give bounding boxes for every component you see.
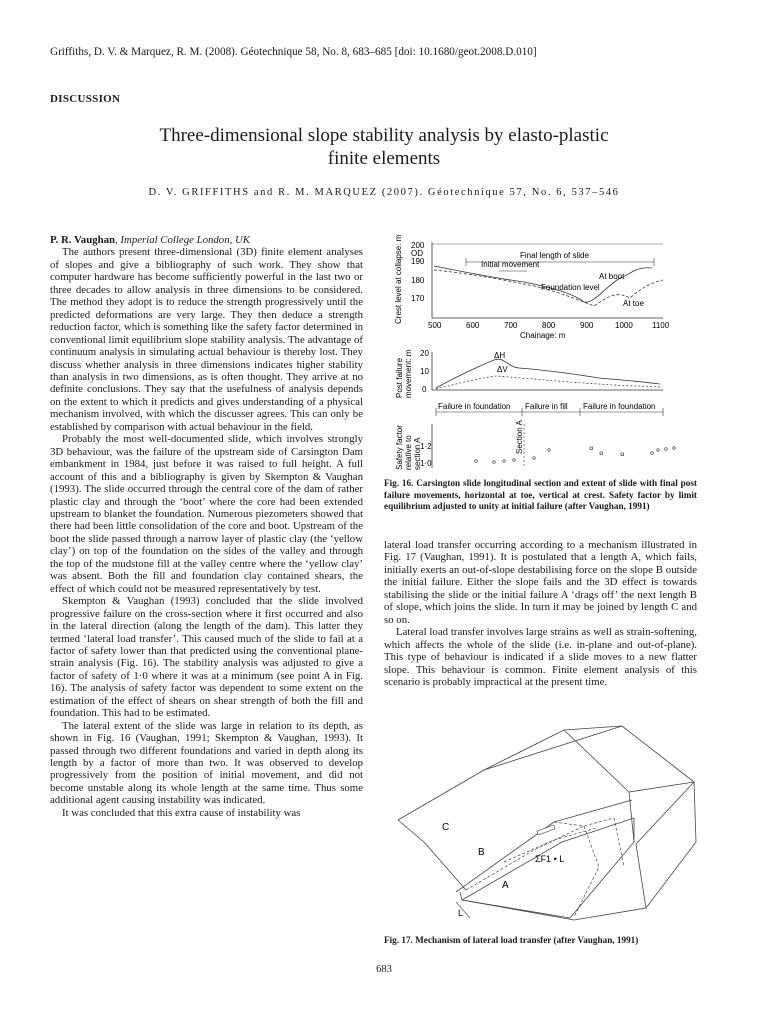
label-at-toe: At toe bbox=[623, 299, 644, 308]
safety-point bbox=[665, 448, 668, 451]
safety-point bbox=[621, 453, 624, 456]
safety-point bbox=[651, 452, 654, 455]
tick-label: 1·0 bbox=[420, 459, 432, 468]
safety-point bbox=[548, 449, 551, 452]
article-title bbox=[0, 124, 768, 170]
paragraph: lateral load transfer occurring according to a mechanism illustrated in Fig. 17 (Vaughan, 1991). It is postulated that a length A, which fails, initially exerts an out-of-slope destabilising force on the slope B outside the initial failure. Either the slope fails and the 3D effect is towards stabilising the slide or the initial failure A ‘drags off’ the next length B of slope, which joins the slide. In turn it may be joined by length C and so on. bbox=[384, 539, 697, 626]
safety-point bbox=[600, 452, 603, 455]
tick-label: 700 bbox=[504, 321, 518, 330]
safety-point bbox=[590, 447, 593, 450]
label-at-boot: At boot bbox=[599, 272, 625, 281]
label-b: B bbox=[478, 847, 485, 858]
fig16-ylabel-movement-a: Post failure bbox=[395, 357, 404, 398]
fig16-ylabel-safety-b: relative to bbox=[404, 435, 413, 470]
author-line bbox=[50, 234, 363, 246]
original-paper-reference: D. V. GRIFFITHS and R. M. MARQUEZ (2007). Géotechnique 57, No. 6, 537–546 bbox=[148, 187, 620, 198]
label-failure-foundation-2: Failure in foundation bbox=[583, 402, 656, 411]
label-failure-fill: Failure in fill bbox=[525, 402, 568, 411]
fig16-ylabel-movement-b: movement: m bbox=[404, 349, 413, 398]
tick-label: 1100 bbox=[652, 321, 670, 330]
title-line-1: Three-dimensional slope stability analysis by elasto-plastic bbox=[159, 125, 609, 146]
label-delta-v: ΔV bbox=[497, 365, 508, 374]
left-column bbox=[50, 234, 363, 819]
tick-label: 900 bbox=[580, 321, 594, 330]
safety-point bbox=[513, 459, 516, 462]
label-a: A bbox=[502, 880, 509, 891]
force-arrow bbox=[537, 825, 555, 835]
paragraph: Probably the most well-documented slide, which involves strongly 3D behaviour, was the failure of the upstream side of Carsington Dam embankment in 1984, just before it was raised to full height. A full account of this and a bibliography is given by Skempton & Vaughan (1993). The slide occurred through the central core of the dam of rather plastic clay and through the ‘boot’ where the core had been extended upstream to blanket the foundation. Numerous piezometers showed that there had been little consolidation of the core and boot. Upstream of the boot the slide passed through a narrow layer of plastic clay (the ‘yellow clay’) on top of the foundation on the sides of the valley and through the top of the mudstone fill at the valley centre where the ‘yellow clay’ was absent. Both the fill and foundation clay contained shears, the effect of which could not be measured representatively by test. bbox=[50, 433, 363, 595]
paragraph: The authors present three-dimensional (3D) finite element analyses of slopes and give a bibliography of such work. They show that computer hardware has become sufficiently powerful in the last two or three decades to allow analysis in three dimensions to be considered. The method they adopt is to reduce the strength progressively until the predicted deformations are very large. They then deduce a strength reduction factor, which is something like the safety factor determined in conventional limit equilibrium slope stability analysis. The advantage of continuum analysis in simulating actual behaviour is thereby lost. They discuss whether analysis in three dimensions indicates higher stability than analysis in two dimensions, as is often thought. They arrive at no definite conclusions. They say that the usefulness of analysis depends on the extent to which it predicts and gives understanding of a physical mechanism involved, with which the discusser agrees. This can only be established by comparison with actual behaviour in the field. bbox=[50, 246, 363, 433]
label-section-a: Section A bbox=[515, 420, 524, 454]
fig16-ylabel-safety-a: Safety factor bbox=[395, 425, 404, 470]
page-number: 683 bbox=[376, 964, 392, 975]
tick-label: 0 bbox=[422, 385, 427, 394]
fig16-ylabel-safety-c: section A bbox=[413, 437, 422, 470]
fig16-caption: Fig. 16. Carsington slide longitudinal section and extent of slide with final post failure movements, horizontal at toe, vertical at crest. Safety factor by limit equilibrium adjusted to unity at initial failure (after Vaughan, 1991) bbox=[384, 478, 697, 511]
safety-point bbox=[475, 460, 478, 463]
safety-point bbox=[673, 447, 676, 450]
tick-label: 1000 bbox=[615, 321, 633, 330]
fig17-caption: Fig. 17. Mechanism of lateral load transfer (after Vaughan, 1991) bbox=[384, 935, 639, 945]
tick-label: 600 bbox=[466, 321, 480, 330]
figure-17 bbox=[384, 722, 714, 930]
safety-factor-points bbox=[475, 447, 676, 464]
figure-16 bbox=[384, 228, 724, 472]
label-l: L bbox=[458, 908, 464, 918]
tick-label: 500 bbox=[428, 321, 442, 330]
tick-label: 20 bbox=[420, 349, 429, 358]
fig16-xlabel: Chainage: m bbox=[520, 331, 566, 340]
delta-h-line bbox=[436, 359, 660, 388]
tick-label: 200 bbox=[411, 241, 425, 250]
label-force: ΣF1 • L bbox=[535, 854, 565, 864]
fig16-ylabel-crest: Crest level at collapse: m bbox=[394, 234, 403, 324]
author-name: P. R. Vaughan bbox=[50, 234, 116, 246]
journal-citation: Griffiths, D. V. & Marquez, R. M. (2008). Géotechnique 58, No. 8, 683–685 [doi: 10.1680/geot.2008.D.010] bbox=[50, 46, 537, 58]
delta-v-line bbox=[436, 376, 660, 389]
paragraph: Skempton & Vaughan (1993) concluded that the slide involved progressive failure on the cross-section where it first occurred and also in the lateral direction (along the length of the dam). This latter they termed ‘lateral load transfer’. This caused much of the slide to fail at a factor of safety lower than that predicted using the conventional plane-strain analysis (Fig. 16). The stability analysis was adjusted to give a factor of safety of 1·0 where it was at a minimum (see point A in Fig. 16). The analysis of safety factor was dependent to some extent on the estimation of the effect of shears on shear strength of both the fill and foundation. This had to be estimated. bbox=[50, 595, 363, 720]
tick-label: 190 bbox=[411, 257, 425, 266]
paragraph: It was concluded that this extra cause of instability was bbox=[62, 806, 301, 819]
label-foundation-level: Foundation level bbox=[541, 283, 600, 292]
label-failure-foundation-1: Failure in foundation bbox=[438, 402, 511, 411]
tick-label: 1·2 bbox=[420, 442, 432, 451]
tick-label: 800 bbox=[542, 321, 556, 330]
title-line-2: finite elements bbox=[327, 148, 441, 169]
author-affiliation: , Imperial College London, UK bbox=[115, 234, 250, 246]
tick-label: 170 bbox=[411, 294, 425, 303]
right-column bbox=[384, 539, 697, 688]
section-heading: DISCUSSION bbox=[50, 93, 121, 105]
tick-label: OD bbox=[411, 249, 423, 258]
paragraph: Lateral load transfer involves large strains as well as strain-softening, which affects the whole of the slide (i.e. in-plane and out-of-plane). This type of behaviour is indicated if a slide moves to a new flatter slope. This behaviour is common. Finite element analysis of this scenario is probably impractical at the present time. bbox=[384, 626, 697, 688]
tick-label: 180 bbox=[411, 276, 425, 285]
safety-point bbox=[533, 457, 536, 460]
safety-point bbox=[503, 460, 506, 463]
label-delta-h: ΔH bbox=[494, 351, 506, 360]
safety-point bbox=[493, 461, 496, 464]
tick-label: 10 bbox=[420, 367, 429, 376]
paragraph: The lateral extent of the slide was large in relation to its depth, as shown in Fig. 16 (Vaughan, 1991; Skempton & Vaughan, 1993). It passed through two different foundations and varied in depth along its length by a factor of more than two. It was observed to develop progressively from the position of initial movement, and did not become unstable along its whole length at the same time. Thus some additional agent causing instability was indicated. bbox=[50, 719, 363, 807]
label-initial-movement: Initial movement bbox=[481, 260, 540, 269]
label-final-length: Final length of slide bbox=[520, 251, 589, 260]
label-c: C bbox=[442, 822, 450, 833]
safety-point bbox=[657, 449, 660, 452]
